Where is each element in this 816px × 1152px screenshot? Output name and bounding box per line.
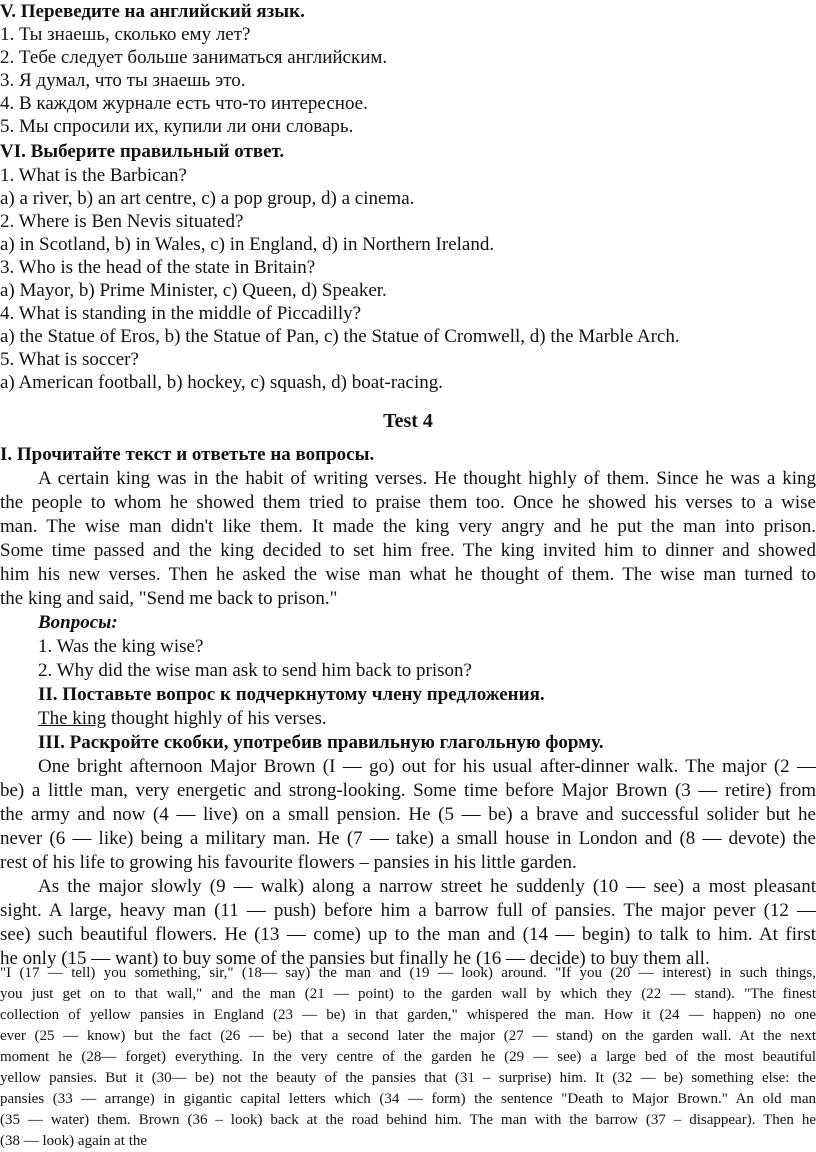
- exercise-line-small: you just get on to that wall," and the man (21 — point) to the garden wall by which they (22 — stand). "The finest: [0, 986, 816, 1002]
- reading-text-line: the king and said, "Send me back to prison.": [0, 588, 338, 609]
- reading-text-line: the people to whom he showed them tried to praise them too. Once he showed his verses to a wise: [0, 492, 816, 513]
- exercise-line: As the major slowly (9 — walk) along a narrow street he suddenly (10 — see) a most pleasant: [38, 876, 816, 897]
- question-item: 2. Why did the wise man ask to send him back to prison?: [38, 660, 472, 681]
- exercise-line-small: pansies (33 — arrange) in gigantic capital letters which (34 — form) the sentence "Death to Major Brown." An old man: [0, 1091, 816, 1107]
- exercise-line: never (6 — like) being a military man. He (7 — take) a small house in London and (8 — devote) the: [0, 828, 816, 849]
- exercise-line: see) such beautiful flowers. He (13 — come) up to the man and (14 — begin) to talk to him. At first: [0, 924, 816, 945]
- section-vi-line: 3. Who is the head of the state in Britain?: [0, 257, 316, 278]
- section-v-item: 5. Мы спросили их, купили ли они словарь.: [0, 116, 354, 137]
- section-vi-line: 1. What is the Barbican?: [0, 165, 187, 186]
- section-vi-line: a) in Scotland, b) in Wales, c) in England, d) in Northern Ireland.: [0, 234, 495, 255]
- section-vi-line: 5. What is soccer?: [0, 349, 139, 370]
- exercise-line: rest of his life to growing his favourite flowers – pansies in his little garden.: [0, 852, 577, 873]
- exercise-line: sight. A large, heavy man (11 — push) before him a barrow full of pansies. The major pever (12 —: [0, 900, 816, 921]
- part-2-sentence: [0, 707, 816, 731]
- section-vi-line: 2. Where is Ben Nevis situated?: [0, 211, 244, 232]
- exercise-line-small: yellow pansies. But it (30— be) not the beauty of the pansies that (31 – surprise) him. It (32 — be) something else: the: [0, 1070, 816, 1086]
- section-v-item: 1. Ты знаешь, сколько ему лет?: [0, 24, 251, 45]
- section-v-item: 2. Тебе следует больше заниматься английским.: [0, 47, 388, 68]
- exercise-line-small: moment he (28— forget) everything. In the very centre of the garden he (29 — see) a large bed of the most beautiful: [0, 1049, 816, 1065]
- section-v-item: 4. В каждом журнале есть что-то интересное.: [0, 93, 368, 114]
- exercise-line: he only (15 — want) to buy some of the pansies but finally he (16 — decide) to buy them all.: [0, 948, 710, 969]
- section-vi-line: a) the Statue of Eros, b) the Statue of Pan, c) the Statue of Cromwell, d) the Marble Arch.: [0, 326, 680, 347]
- exercise-line-small: (35 — water) them. Brown (36 – look) back at the road behind him. The man with the barrow (37 – disappear). Then he: [0, 1112, 816, 1128]
- part-1-heading: I. Прочитайте текст и ответьте на вопросы.: [0, 444, 375, 465]
- exercise-line-small: "I (17 — tell) you something, sir," (18— say) the man and (19 — look) around. "If you (20 — interest) in such things,: [0, 965, 816, 981]
- exercise-line-small: ever (25 — know) but the fact (26 — be) that a second later the major (27 — stand) on the garden wall. At the next: [0, 1028, 816, 1044]
- section-vi-line: a) American football, b) hockey, c) squash, d) boat-racing.: [0, 372, 443, 393]
- reading-text-line: him his new verses. Then he asked the wise man what he thought of them. The wise man turned to: [0, 564, 816, 585]
- section-vi-line: a) a river, b) an art centre, c) a pop group, d) a cinema.: [0, 188, 415, 209]
- exercise-line-small: (38 — look) again at the: [0, 1133, 148, 1149]
- test-title: Test 4: [383, 410, 433, 432]
- exercise-line: the army and now (4 — live) on a small pension. He (5 — be) a brave and successful solider but he: [0, 804, 816, 825]
- questions-label: Вопросы:: [38, 612, 118, 633]
- exercise-line: be) a little man, very energetic and strong-looking. Some time before Major Brown (3 — retire) from: [0, 780, 816, 801]
- reading-text-line: Some time passed and the king decided to set him free. The king invited him to dinner and showed: [0, 540, 816, 561]
- part-3-heading: III. Раскройте скобки, употребив правильную глагольную форму.: [38, 732, 604, 753]
- section-vi-line: a) Mayor, b) Prime Minister, c) Queen, d) Speaker.: [0, 280, 387, 301]
- sentence-rest: thought highly of his verses.: [106, 708, 327, 729]
- section-vi-heading: VI. Выберите правильный ответ.: [0, 141, 285, 162]
- underlined-subject: The king: [38, 708, 107, 729]
- reading-text-line: man. The wise man didn't like them. It made the king very angry and he put the man into prison.: [0, 516, 816, 537]
- exercise-line-small: collection of yellow pansies in England (23 — be) in that garden," whispered the man. How it (24 — happen) no one: [0, 1007, 816, 1023]
- reading-text-line: A certain king was in the habit of writing verses. He thought highly of them. Since he was a king: [38, 468, 816, 489]
- exercise-line: One bright afternoon Major Brown (I — go) out for his usual after-dinner walk. The major (2 —: [38, 756, 816, 777]
- section-v-item: 3. Я думал, что ты знаешь это.: [0, 70, 246, 91]
- part-2-heading: II. Поставьте вопрос к подчеркнутому члену предложения.: [38, 684, 545, 705]
- section-v-heading: V. Переведите на английский язык.: [0, 1, 305, 22]
- question-item: 1. Was the king wise?: [38, 636, 204, 657]
- section-vi-line: 4. What is standing in the middle of Piccadilly?: [0, 303, 362, 324]
